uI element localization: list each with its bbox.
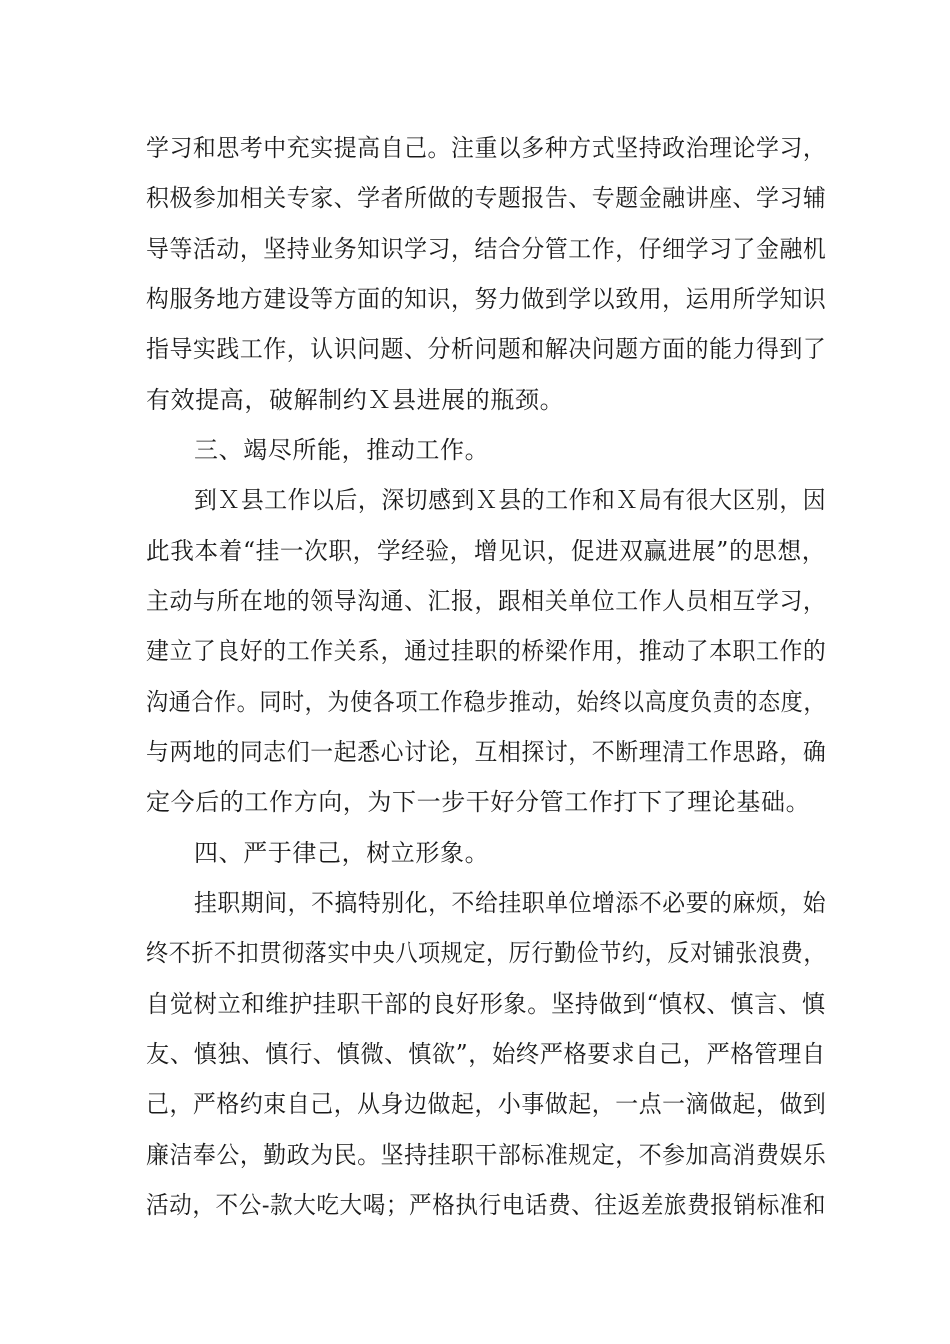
- text-line: 自觉树立和维护挂职干部的良好形象。坚持做到“慎权、慎言、慎: [146, 990, 826, 1018]
- text-line: 导等活动，坚持业务知识学习，结合分管工作，仔细学习了金融机: [146, 235, 827, 263]
- text-line: 指导实践工作，认识问题、分析问题和解决问题方面的能力得到了: [146, 335, 827, 363]
- section-heading: 四、严于律己，树立形象。: [194, 839, 490, 867]
- text-line: 建立了良好的工作关系，通过挂职的桥梁作用，推动了本职工作的: [146, 637, 827, 665]
- text-line: 己，严格约束自己，从身边做起，小事做起，一点一滴做起，做到: [146, 1090, 827, 1118]
- section-heading: 三、竭尽所能，推动工作。: [194, 436, 490, 464]
- text-line: 终不折不扣贯彻落实中央八项规定，厉行勤俭节约，反对铺张浪费，: [146, 939, 826, 967]
- text-line: 构服务地方建设等方面的知识，努力做到学以致用，运用所学知识: [146, 285, 827, 313]
- text-line: 活动，不公-款大吃大喝；严格执行电话费、往返差旅费报销标准和: [146, 1191, 827, 1219]
- text-line: 主动与所在地的领导沟通、汇报，跟相关单位工作人员相互学习，: [146, 587, 827, 615]
- text-line: 沟通合作。同时，为使各项工作稳步推动，始终以高度负责的态度，: [146, 688, 826, 716]
- text-line: 廉洁奉公，勤政为民。坚持挂职干部标准规定，不参加高消费娱乐: [146, 1141, 827, 1169]
- text-line: 与两地的同志们一起悉心讨论，互相探讨，不断理清工作思路，确: [146, 738, 827, 766]
- text-line: 友、慎独、慎行、慎微、慎欲”，始终严格要求自己，严格管理自: [146, 1040, 826, 1068]
- text-line: 定今后的工作方向，为下一步干好分管工作打下了理论基础。: [146, 788, 811, 816]
- text-line: 有效提高，破解制约Ｘ县进展的瓶颈。: [146, 386, 565, 414]
- text-line: 挂职期间，不搞特别化，不给挂职单位增添不必要的麻烦，始: [194, 889, 827, 917]
- text-line: 此我本着“挂一次职，学经验，增见识，促进双赢进展”的思想，: [146, 537, 826, 565]
- text-line: 积极参加相关专家、学者所做的专题报告、专题金融讲座、学习辅: [146, 184, 827, 212]
- text-line: 到Ｘ县工作以后，深切感到Ｘ县的工作和Ｘ局有很大区别，因: [194, 486, 827, 514]
- text-line: 学习和思考中充实提高自己。注重以多种方式坚持政治理论学习，: [146, 134, 827, 162]
